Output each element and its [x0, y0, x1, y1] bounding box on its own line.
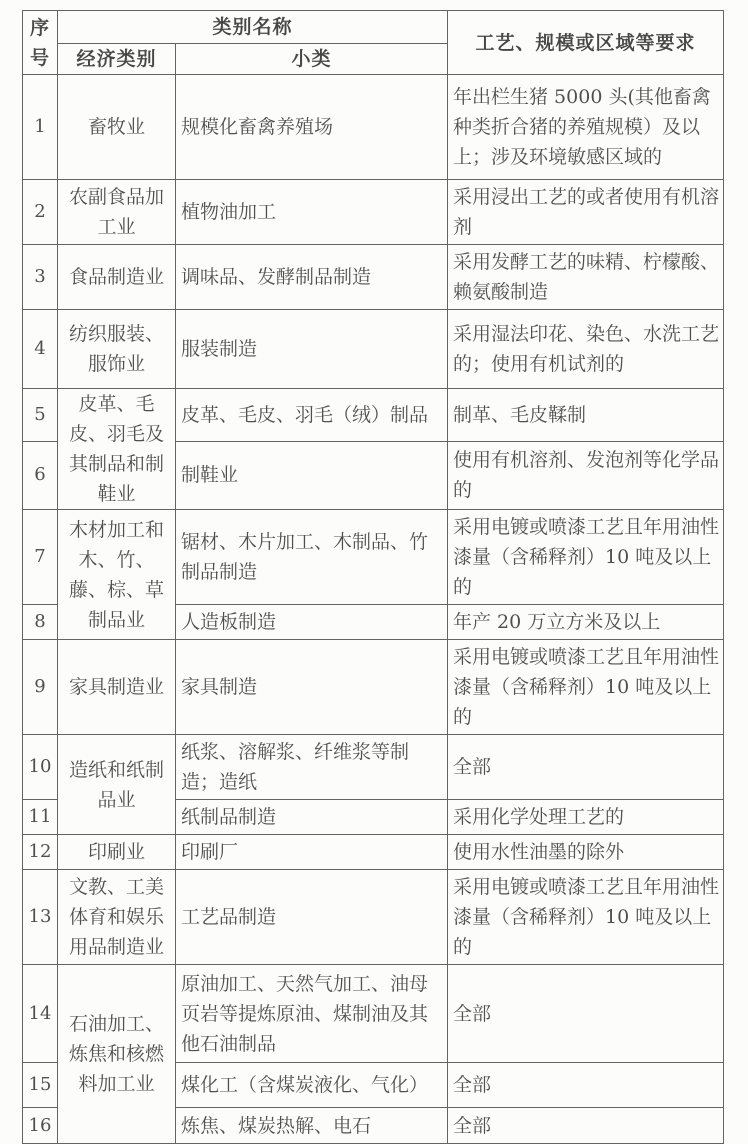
header-requirements: 工艺、规模或区域等要求 [448, 11, 724, 75]
subcategory-cell: 炼焦、煤炭热解、电石 [176, 1108, 448, 1144]
row-number-cell: 10 [23, 735, 58, 800]
economic-category-cell: 造纸和纸制品业 [58, 735, 176, 835]
economic-category-cell: 印刷业 [58, 835, 176, 870]
header-subcategory: 小类 [176, 44, 448, 75]
header-row-number: 序号 [23, 11, 58, 75]
row-number-cell: 8 [23, 605, 58, 640]
subcategory-cell: 纸制品制造 [176, 800, 448, 835]
table-row [23, 510, 724, 605]
requirement-cell: 采用电镀或喷漆工艺且年用油性漆量（含稀释剂）10 吨及以上的 [448, 870, 724, 965]
header-category-name: 类别名称 [58, 11, 448, 44]
row-number-cell: 13 [23, 870, 58, 965]
row-number-cell: 12 [23, 835, 58, 870]
subcategory-cell: 原油加工、天然气加工、油母页岩等提炼原油、煤制油及其他石油制品 [176, 965, 448, 1063]
subcategory-cell: 家具制造 [176, 640, 448, 735]
row-number-cell: 7 [23, 510, 58, 605]
requirement-cell: 全部 [448, 735, 724, 800]
table-row [23, 245, 724, 310]
row-number-cell: 2 [23, 180, 58, 245]
table-row [23, 180, 724, 245]
economic-category-cell: 皮革、毛皮、羽毛及其制品和制鞋业 [58, 389, 176, 510]
economic-category-cell: 畜牧业 [58, 75, 176, 180]
row-number-cell: 11 [23, 800, 58, 835]
row-number-cell: 14 [23, 965, 58, 1063]
table-row [23, 640, 724, 735]
requirement-cell: 采用电镀或喷漆工艺且年用油性漆量（含稀释剂）10 吨及以上的 [448, 510, 724, 605]
subcategory-cell: 锯材、木片加工、木制品、竹制品制造 [176, 510, 448, 605]
table-row [23, 870, 724, 965]
requirement-cell: 采用电镀或喷漆工艺且年用油性漆量（含稀释剂）10 吨及以上的 [448, 640, 724, 735]
requirement-cell: 采用发酵工艺的味精、柠檬酸、赖氨酸制造 [448, 245, 724, 310]
table-row [23, 75, 724, 180]
subcategory-cell: 工艺品制造 [176, 870, 448, 965]
classification-table [22, 10, 724, 1144]
economic-category-cell: 农副食品加工业 [58, 180, 176, 245]
requirement-cell: 全部 [448, 965, 724, 1063]
requirement-cell: 制革、毛皮鞣制 [448, 389, 724, 442]
row-number-cell: 1 [23, 75, 58, 180]
subcategory-cell: 规模化畜禽养殖场 [176, 75, 448, 180]
subcategory-cell: 植物油加工 [176, 180, 448, 245]
row-number-cell: 3 [23, 245, 58, 310]
row-number-cell: 16 [23, 1108, 58, 1144]
economic-category-cell: 文教、工美体育和娱乐用品制造业 [58, 870, 176, 965]
table-row [23, 965, 724, 1063]
requirement-cell: 年出栏生猪 5000 头(其他畜禽种类折合猪的养殖规模）及以上；涉及环境敏感区域的 [448, 75, 724, 180]
subcategory-cell: 制鞋业 [176, 441, 448, 509]
row-number-cell: 4 [23, 310, 58, 389]
requirement-cell: 使用有机溶剂、发泡剂等化学品的 [448, 441, 724, 509]
requirement-cell: 采用湿法印花、染色、水洗工艺的；使用有机试剂的 [448, 310, 724, 389]
subcategory-cell: 调味品、发酵制品制造 [176, 245, 448, 310]
table-row [23, 835, 724, 870]
economic-category-cell: 木材加工和木、竹、藤、棕、草制品业 [58, 510, 176, 640]
table-row [23, 389, 724, 442]
row-number-cell: 5 [23, 389, 58, 442]
row-number-cell: 6 [23, 441, 58, 509]
subcategory-cell: 印刷厂 [176, 835, 448, 870]
table-row [23, 735, 724, 800]
subcategory-cell: 纸浆、溶解浆、纤维浆等制造；造纸 [176, 735, 448, 800]
subcategory-cell: 煤化工（含煤炭液化、气化） [176, 1063, 448, 1108]
table-header-row [23, 11, 724, 44]
requirement-cell: 年产 20 万立方米及以上 [448, 605, 724, 640]
header-economic-category: 经济类别 [58, 44, 176, 75]
economic-category-cell: 石油加工、炼焦和核燃料加工业 [58, 965, 176, 1144]
requirement-cell: 采用浸出工艺的或者使用有机溶剂 [448, 180, 724, 245]
subcategory-cell: 服装制造 [176, 310, 448, 389]
economic-category-cell: 纺织服装、服饰业 [58, 310, 176, 389]
subcategory-cell: 皮革、毛皮、羽毛（绒）制品 [176, 389, 448, 442]
economic-category-cell: 家具制造业 [58, 640, 176, 735]
subcategory-cell: 人造板制造 [176, 605, 448, 640]
requirement-cell: 全部 [448, 1108, 724, 1144]
requirement-cell: 使用水性油墨的除外 [448, 835, 724, 870]
row-number-cell: 15 [23, 1063, 58, 1108]
economic-category-cell: 食品制造业 [58, 245, 176, 310]
row-number-cell: 9 [23, 640, 58, 735]
requirement-cell: 采用化学处理工艺的 [448, 800, 724, 835]
requirement-cell: 全部 [448, 1063, 724, 1108]
table-row [23, 310, 724, 389]
